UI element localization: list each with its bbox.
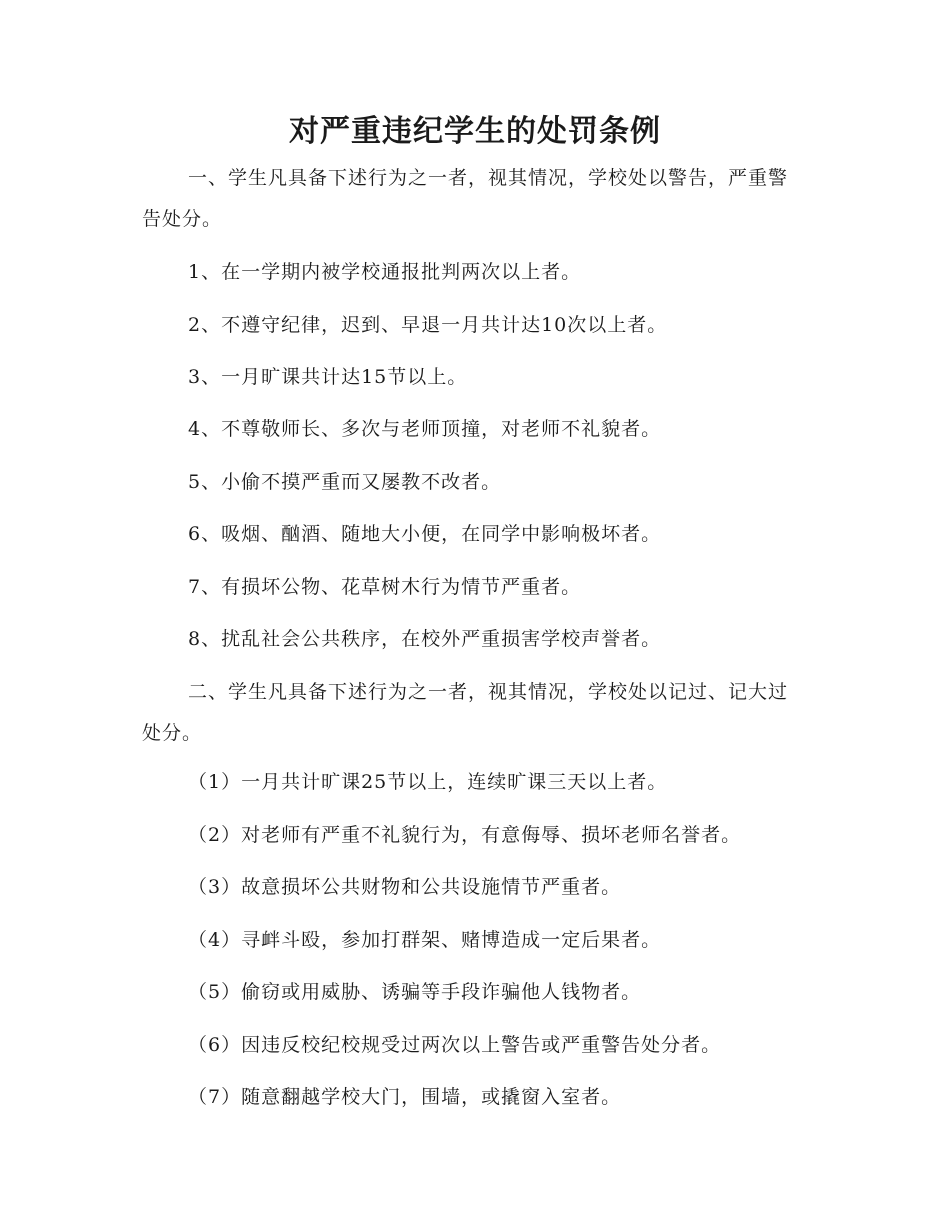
section-1-item-2: 2、不遵守纪律，迟到、早退一月共计达10次以上者。 (188, 314, 668, 336)
section-2-item-2: （2）对老师有严重不礼貌行为，有意侮辱、损坏老师名誉者。 (188, 824, 742, 846)
section-1-item-3: 3、一月旷课共计达15节以上。 (188, 366, 468, 388)
section-2-item-7: （7）随意翻越学校大门，围墙，或撬窗入室者。 (188, 1086, 622, 1108)
section-2-item-3: （3）故意损坏公共财物和公共设施情节严重者。 (188, 876, 622, 898)
section-1-heading: 一、学生凡具备下述行为之一者，视其情况，学校处以警告，严重警告处分。 (142, 167, 789, 230)
section-1-item-7: 7、有损坏公物、花草树木行为情节严重者。 (188, 576, 582, 598)
section-1-item-4: 4、不尊敬师长、多次与老师顶撞，对老师不礼貌者。 (188, 418, 662, 440)
section-1-item-6: 6、吸烟、酗酒、随地大小便，在同学中影响极坏者。 (188, 523, 662, 545)
document-title: 对严重违纪学生的处罚条例 (289, 114, 661, 149)
section-2-item-1: （1）一月共计旷课25节以上，连续旷课三天以上者。 (188, 771, 668, 793)
section-2-item-4: （4）寻衅斗殴，参加打群架、赌博造成一定后果者。 (188, 929, 662, 951)
section-2-item-6: （6）因违反校纪校规受过两次以上警告或严重警告处分者。 (188, 1034, 722, 1056)
section-1-item-8: 8、扰乱社会公共秩序，在校外严重损害学校声誉者。 (188, 628, 662, 650)
section-2-heading: 二、学生凡具备下述行为之一者，视其情况，学校处以记过、记大过处分。 (142, 681, 789, 744)
section-1-item-1: 1、在一学期内被学校通报批判两次以上者。 (188, 261, 582, 283)
section-1-item-5: 5、小偷不摸严重而又屡教不改者。 (188, 471, 502, 493)
section-2-item-5: （5）偷窃或用威胁、诱骗等手段诈骗他人钱物者。 (188, 981, 642, 1003)
